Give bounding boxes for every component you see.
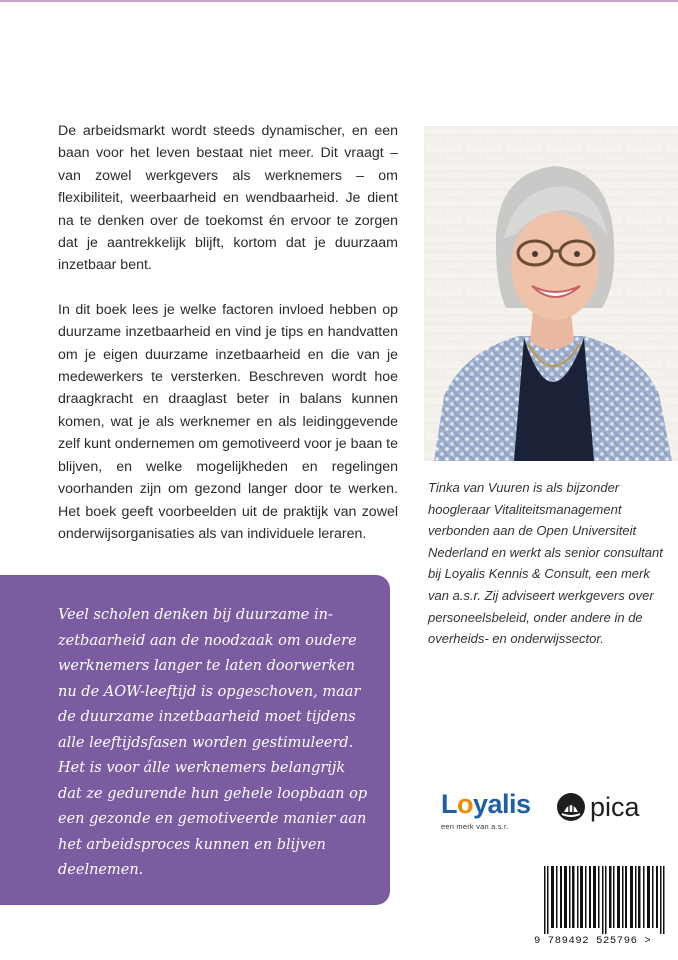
loyalis-wordmark-rest: yalis xyxy=(473,789,531,819)
top-edge-strip xyxy=(0,0,678,2)
author-photo xyxy=(424,126,678,461)
pica-wordmark: pica xyxy=(590,792,640,822)
isbn-digits: 9 789492 525796 > xyxy=(534,935,652,947)
pica-logo xyxy=(556,792,646,826)
loyalis-wordmark-l: L xyxy=(441,789,457,819)
intro-paragraph-1: De arbeidsmarkt wordt steeds dynamischer, en een baan voor het leven bestaat niet meer. Dit vraagt – van zowel werkgevers als werknemers – om flexibiliteit, weerbaarheid en wendbaarheid. Je dient na te denken over de toekomst én ervoor te zorgen dat je aantrekkelijk blijft, kortom dat je duurzaam inzetbaar bent. xyxy=(58,123,398,274)
author-portrait-image xyxy=(424,126,678,461)
sailing-ship-icon xyxy=(556,792,586,822)
author-bio: Tinka van Vuuren is als bijzonder hoogleraar Vitaliteitsmanagement verbonden aan de Open Universiteit Nederland en werkt als senior consultant bij Loyalis Kennis & Consult, een merk van a.s.r. Zij adviseert werkgevers over personeelsbeleid, onder andere in de overheids- en onderwijssector. xyxy=(428,480,663,647)
isbn-barcode xyxy=(534,862,678,960)
loyalis-tagline: een merk van a.s.r. xyxy=(441,822,509,831)
loyalis-wordmark xyxy=(441,791,541,818)
intro-paragraph-2: In dit boek lees je welke factoren invloed hebben op duurzame inzetbaarheid en vind je tips en handvatten om je eigen duurzame inzetbaarheid en die van je medewerkers te versterken. Beschreven wordt hoe draagkracht en draaglast beter in balans kunnen komen, wat je als werknemer en als leidinggevende zelf kunt ondernemen om gemotiveerd voor je baan te blijven, en welke mogelijkheden en regelingen voorhanden zijn om gezond langer door te werken. Het boek geeft voorbeelden uit de praktijk van zowel onderwijsorganisaties als van individuele leraren. xyxy=(58,301,398,542)
intro-text xyxy=(58,120,398,567)
loyalis-wordmark-o: o xyxy=(457,789,473,819)
quote-text: Veel scholen denken bij duurzame inzetbaarheid aan de noodzaak om oudere werknemers langer te laten doorwerken nu de AOW-leeftijd is opgeschoven, maar de duurzame inzetbaarheid moet tijdens alle leeftijdsfasen worden gestimuleerd. Het is voor álle werknemers belangrijk dat ze gedurende hun gehele loopbaan op een gezonde en gemotiveerde manier aan het arbeidsproces kunnen en blijven deelnemen. xyxy=(58,607,368,878)
barcode-bars xyxy=(538,866,674,934)
loyalis-logo xyxy=(441,791,541,835)
